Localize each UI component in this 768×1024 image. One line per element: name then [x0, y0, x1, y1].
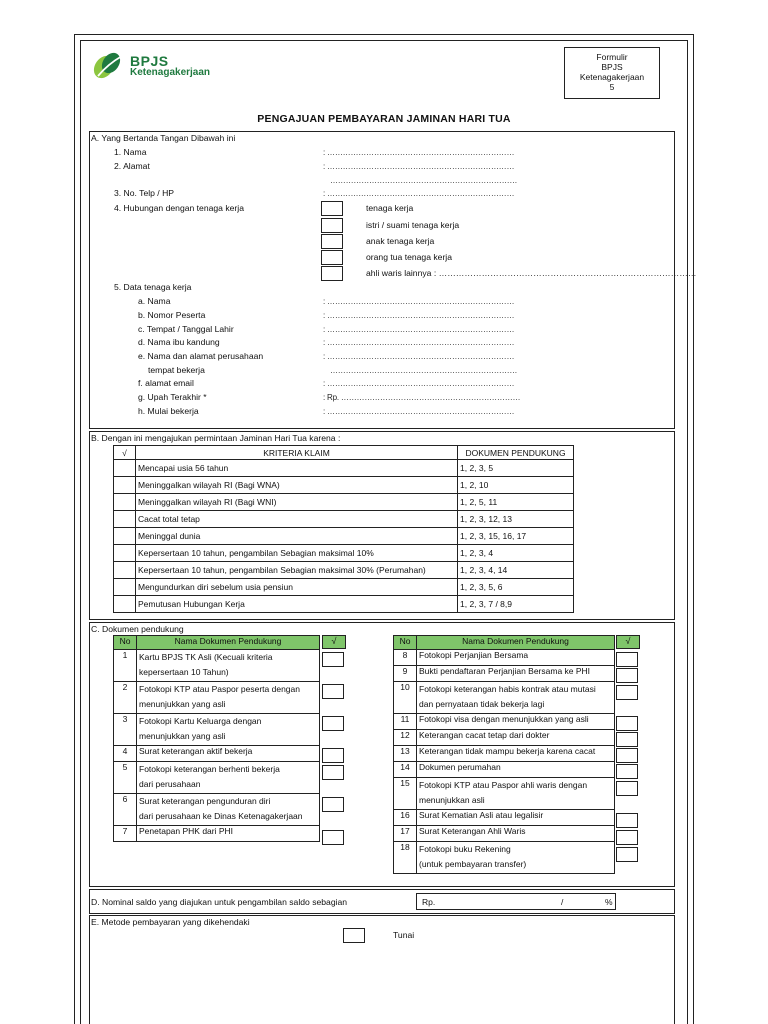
doc-no: 6 — [114, 794, 137, 826]
doc-name: Surat Kematian Asli atau legalisir — [417, 810, 615, 826]
criteria-label: Kepersertaan 10 tahun, pengambilan Sebagian maksimal 10% — [136, 545, 458, 562]
doc-checkbox-4[interactable] — [322, 748, 344, 763]
criteria-label: Cacat total tetap — [136, 511, 458, 528]
section-e-heading: E. Metode pembayaran yang dikehendaki — [91, 917, 250, 927]
criteria-docs: 1, 2, 3, 7 / 8,9 — [458, 596, 574, 613]
doc-name: Fotokopi visa dengan menunjukkan yang asli — [417, 714, 615, 730]
col-no-header: No — [394, 636, 417, 650]
doc-name: Surat keterangan pengunduran diri — [139, 796, 271, 806]
criteria-label: Pemutusan Hubungan Kerja — [136, 596, 458, 613]
form-box-line: Formulir — [596, 52, 628, 62]
field-label: tempat bekerja — [148, 365, 205, 375]
logo-sub-text: Ketenagakerjaan — [130, 67, 211, 78]
criteria-docs: 1, 2, 3, 4, 14 — [458, 562, 574, 579]
field-label: h. Mulai bekerja — [138, 406, 199, 416]
nama-field[interactable]: : ……………………………………………………………… — [323, 148, 515, 157]
doc-name-line2: menunjukkan yang asli — [139, 699, 226, 709]
form-number-box — [564, 47, 660, 99]
doc-no: 10 — [394, 682, 417, 714]
doc-checkbox-14[interactable] — [616, 764, 638, 779]
doc-no: 17 — [394, 826, 417, 842]
doc-no: 5 — [114, 762, 137, 794]
doc-checkbox-17[interactable] — [616, 830, 638, 845]
doc-name: Keterangan tidak mampu bekerja karena cacat — [417, 746, 615, 762]
doc-no: 1 — [114, 650, 137, 682]
doc-no: 8 — [394, 650, 417, 666]
alamat-field-line2[interactable]: ……………………………………………………………… — [330, 176, 518, 185]
doc-no: 7 — [114, 826, 137, 842]
doc-no: 13 — [394, 746, 417, 762]
rp-label: Rp. — [422, 897, 436, 907]
col-docs-header: DOKUMEN PENDUKUNG — [458, 446, 574, 460]
field-label: 1. Nama — [114, 147, 147, 157]
doc-checkbox-5[interactable] — [322, 765, 344, 780]
relation-option: istri / suami tenaga kerja — [366, 220, 460, 230]
relation-label: 4. Hubungan dengan tenaga kerja — [114, 203, 244, 213]
doc-name: Fotokopi Kartu Keluarga dengan — [139, 716, 262, 726]
field-label: c. Tempat / Tanggal Lahir — [138, 324, 234, 334]
doc-name-line2: menunjukkan asli — [419, 795, 485, 805]
col-name-header: Nama Dokumen Pendukung — [417, 636, 615, 650]
col-no-header: No — [114, 636, 137, 650]
tunai-checkbox[interactable] — [343, 928, 365, 943]
worker-nama-field[interactable]: : ……………………………………………………………… — [323, 297, 515, 306]
percent-label: % — [605, 897, 613, 907]
nominal-saldo-input[interactable] — [416, 893, 616, 910]
doc-no: 2 — [114, 682, 137, 714]
doc-name-line2: dari perusahaan ke Dinas Ketenagakerjaan — [139, 811, 303, 821]
slash-label: / — [561, 897, 564, 907]
doc-checkbox-1[interactable] — [322, 652, 344, 667]
documents-table-right — [393, 635, 615, 874]
doc-checkbox-7[interactable] — [322, 830, 344, 845]
doc-checkbox-18[interactable] — [616, 847, 638, 862]
doc-no: 18 — [394, 842, 417, 874]
criteria-checkbox[interactable] — [114, 460, 136, 477]
doc-checkbox-15[interactable] — [616, 781, 638, 796]
doc-name-line2: dari perusahaan — [139, 779, 201, 789]
criteria-label: Kepersertaan 10 tahun, pengambilan Sebagian maksimal 30% (Perumahan) — [136, 562, 458, 579]
doc-checkbox-3[interactable] — [322, 716, 344, 731]
field-label: g. Upah Terakhir * — [138, 392, 207, 402]
worker-ttl-field[interactable]: : ……………………………………………………………… — [323, 325, 515, 334]
criteria-checkbox[interactable] — [114, 545, 136, 562]
criteria-docs: 1, 2, 5, 11 — [458, 494, 574, 511]
doc-name: Keterangan cacat tetap dari dokter — [417, 730, 615, 746]
section-a-heading: A. Yang Bertanda Tangan Dibawah ini — [91, 133, 236, 143]
doc-no: 14 — [394, 762, 417, 778]
relation-option: orang tua tenaga kerja — [366, 252, 453, 262]
criteria-label: Mencapai usia 56 tahun — [136, 460, 458, 477]
relation-checkbox[interactable] — [321, 201, 343, 216]
doc-name: Fotokopi keterangan berhenti bekerja — [139, 764, 280, 774]
worker-nomor-field[interactable]: : ……………………………………………………………… — [323, 311, 515, 320]
doc-name: Fotokopi Perjanjian Bersama — [417, 650, 615, 666]
doc-checkbox-11[interactable] — [616, 716, 638, 731]
doc-checkbox-6[interactable] — [322, 797, 344, 812]
worker-perusahaan-line2[interactable]: ……………………………………………………………… — [330, 366, 518, 375]
criteria-docs: 1, 2, 3, 12, 13 — [458, 511, 574, 528]
doc-name: Surat Keterangan Ahli Waris — [417, 826, 615, 842]
worker-upah-field[interactable]: : Rp. …………………………………………………………… — [323, 393, 521, 402]
doc-checkbox-9[interactable] — [616, 668, 638, 683]
doc-name: Fotokopi keterangan habis kontrak atau mutasi — [419, 684, 596, 694]
criteria-label: Meninggal dunia — [136, 528, 458, 545]
criteria-docs: 1, 2, 10 — [458, 477, 574, 494]
form-box-line: 5 — [609, 82, 615, 92]
doc-checkbox-2[interactable] — [322, 684, 344, 699]
form-box-line: Ketenagakerjaan — [579, 72, 645, 82]
doc-no: 4 — [114, 746, 137, 762]
col-name-header: Nama Dokumen Pendukung — [137, 636, 320, 650]
col-check-header-right: √ — [616, 635, 640, 649]
tunai-label: Tunai — [393, 930, 415, 940]
relation-checkbox[interactable] — [321, 234, 343, 249]
criteria-checkbox[interactable] — [114, 562, 136, 579]
col-check-header: √ — [114, 446, 136, 460]
doc-name-line2: dan pernyataan tidak bekerja lagi — [419, 699, 545, 709]
logo-brand-text: BPJS — [130, 53, 169, 69]
doc-no: 11 — [394, 714, 417, 730]
relation-checkbox[interactable] — [321, 218, 343, 233]
col-check-header-left: √ — [322, 635, 346, 649]
col-criteria-header: KRITERIA KLAIM — [136, 446, 458, 460]
doc-name: Penetapan PHK dari PHI — [137, 826, 320, 842]
doc-name-line2: (untuk pembayaran transfer) — [419, 859, 527, 869]
criteria-label: Meninggalkan wilayah RI (Bagi WNI) — [136, 494, 458, 511]
page-title: PENGAJUAN PEMBAYARAN JAMINAN HARI TUA — [257, 113, 511, 125]
doc-checkbox-12[interactable] — [616, 732, 638, 747]
relation-option-ahli-waris[interactable]: ahli waris lainnya : ……………………………………………………………………………… — [366, 268, 697, 278]
doc-no: 15 — [394, 778, 417, 810]
alamat-field[interactable]: : ……………………………………………………………… — [323, 162, 515, 171]
doc-name-line2: kepersertaan 10 Tahun) — [139, 667, 229, 677]
worker-email-field[interactable]: : ……………………………………………………………… — [323, 379, 515, 388]
field-label: 3. No. Telp / HP — [114, 188, 175, 198]
doc-name: Fotokopi KTP atau Paspor ahli waris dengan — [419, 780, 588, 790]
doc-name: Fotokopi KTP atau Paspor peserta dengan — [139, 684, 300, 694]
doc-name: Surat keterangan aktif bekerja — [137, 746, 320, 762]
relation-checkbox[interactable] — [321, 266, 343, 281]
section-d-heading: D. Nominal saldo yang diajukan untuk pengambilan saldo sebagian — [91, 897, 348, 907]
worker-ibu-field[interactable]: : ……………………………………………………………… — [323, 338, 515, 347]
doc-checkbox-8[interactable] — [616, 652, 638, 667]
doc-name-line2: menunjukkan yang asli — [139, 731, 226, 741]
doc-checkbox-13[interactable] — [616, 748, 638, 763]
criteria-docs: 1, 2, 3, 5 — [458, 460, 574, 477]
criteria-docs: 1, 2, 3, 15, 16, 17 — [458, 528, 574, 545]
criteria-docs: 1, 2, 3, 5, 6 — [458, 579, 574, 596]
documents-table-left — [113, 635, 320, 842]
field-label: b. Nomor Peserta — [138, 310, 206, 320]
relation-checkbox[interactable] — [321, 250, 343, 265]
doc-no: 3 — [114, 714, 137, 746]
criteria-checkbox[interactable] — [114, 528, 136, 545]
field-label: 2. Alamat — [114, 161, 150, 171]
criteria-label: Mengundurkan diri sebelum usia pensiun — [136, 579, 458, 596]
doc-name: Dokumen perumahan — [417, 762, 615, 778]
telp-field[interactable]: : ……………………………………………………………… — [323, 189, 515, 198]
doc-checkbox-10[interactable] — [616, 685, 638, 700]
doc-name: Kartu BPJS TK Asli (Kecuali kriteria — [139, 652, 273, 662]
doc-name: Bukti pendaftaran Perjanjian Bersama ke PHI — [417, 666, 615, 682]
field-label: a. Nama — [138, 296, 171, 306]
worker-perusahaan-field[interactable]: : ……………………………………………………………… — [323, 352, 515, 361]
doc-no: 12 — [394, 730, 417, 746]
relation-option: tenaga kerja — [366, 203, 414, 213]
criteria-label: Meninggalkan wilayah RI (Bagi WNA) — [136, 477, 458, 494]
doc-checkbox-16[interactable] — [616, 813, 638, 828]
criteria-checkbox[interactable] — [114, 477, 136, 494]
section-b-heading: B. Dengan ini mengajukan permintaan Jaminan Hari Tua karena : — [91, 433, 341, 443]
field-label: d. Nama ibu kandung — [138, 337, 220, 347]
section-e-box — [89, 915, 675, 1024]
field-label: f. alamat email — [138, 378, 194, 388]
form-box-line: BPJS — [601, 62, 623, 72]
doc-no: 9 — [394, 666, 417, 682]
relation-option: anak tenaga kerja — [366, 236, 435, 246]
claim-criteria-table — [113, 445, 574, 613]
criteria-checkbox[interactable] — [114, 596, 136, 613]
bpjs-logo-icon — [92, 50, 126, 80]
doc-no: 16 — [394, 810, 417, 826]
worker-mulai-field[interactable]: : ……………………………………………………………… — [323, 407, 515, 416]
criteria-checkbox[interactable] — [114, 494, 136, 511]
criteria-checkbox[interactable] — [114, 579, 136, 596]
worker-heading: 5. Data tenaga kerja — [114, 282, 192, 292]
doc-name: Fotokopi buku Rekening — [419, 844, 511, 854]
section-c-heading: C. Dokumen pendukung — [91, 624, 184, 634]
criteria-checkbox[interactable] — [114, 511, 136, 528]
criteria-docs: 1, 2, 3, 4 — [458, 545, 574, 562]
field-label: e. Nama dan alamat perusahaan — [138, 351, 264, 361]
